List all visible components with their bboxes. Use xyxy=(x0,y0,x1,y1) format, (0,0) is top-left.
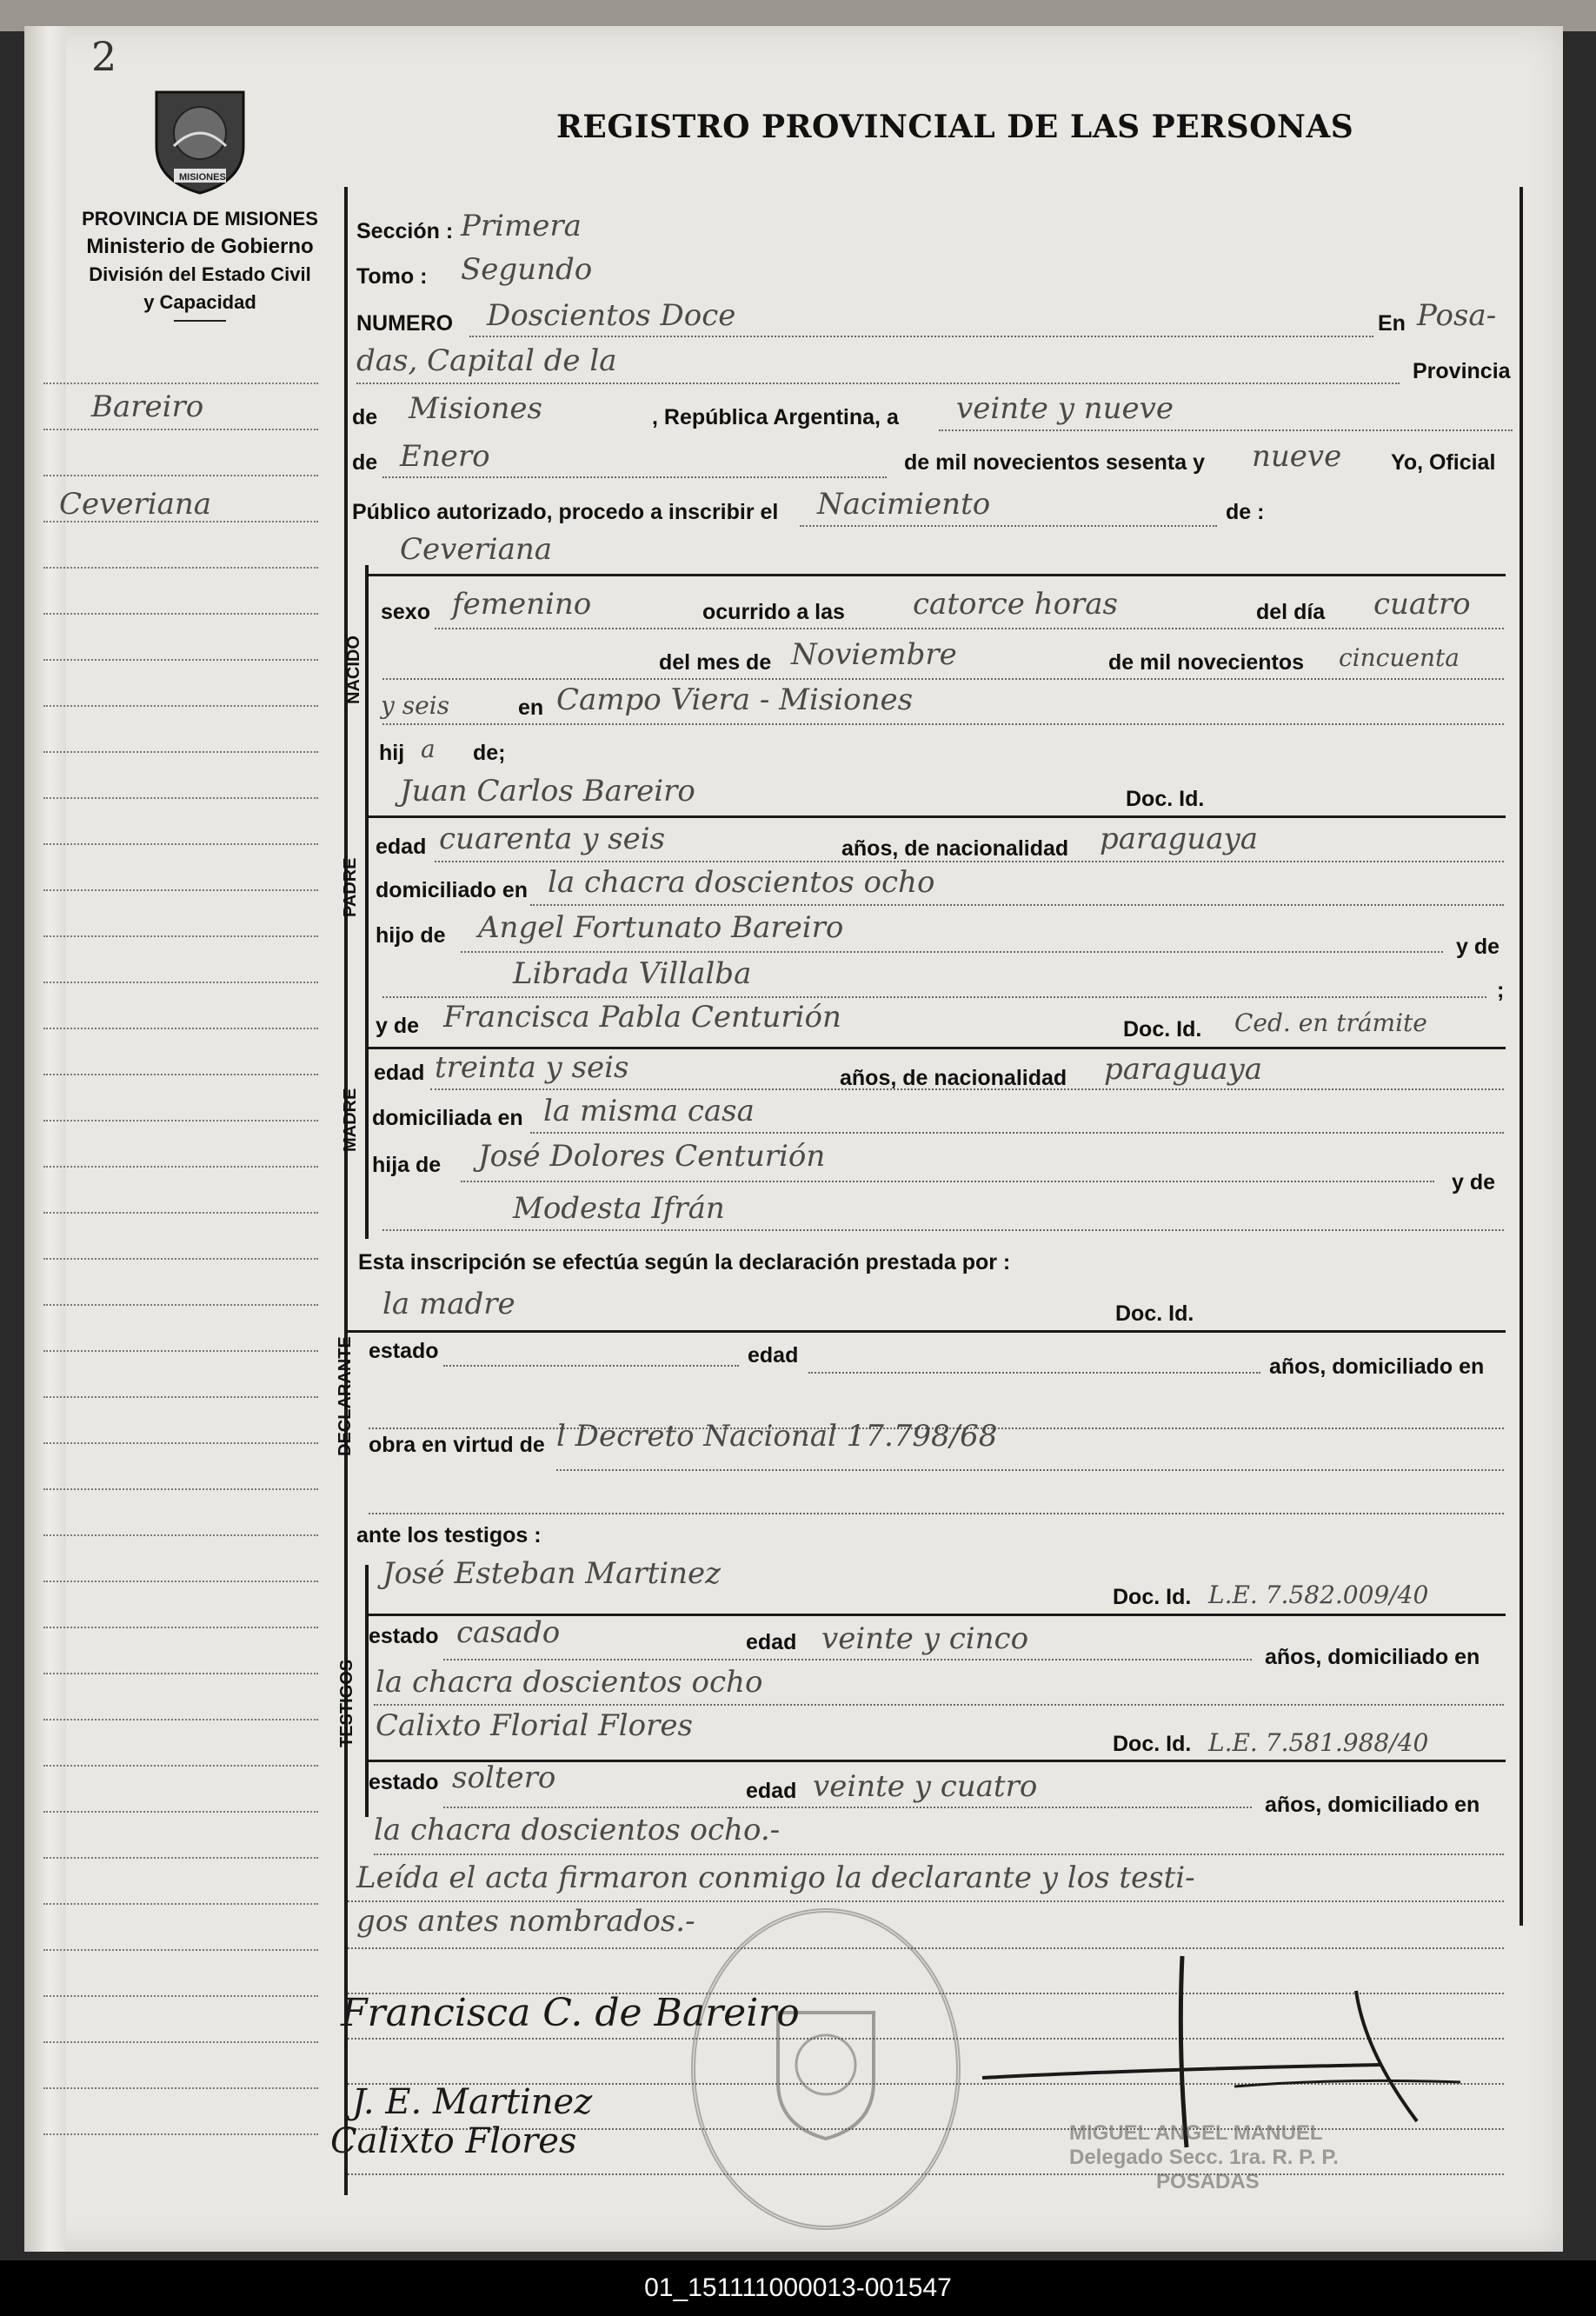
margin-ruled-line xyxy=(43,1028,318,1029)
page-binding xyxy=(24,26,66,2252)
margin-ruled-line xyxy=(43,429,318,430)
fecha-anio-value: nueve xyxy=(1252,439,1342,474)
margin-ruled-line xyxy=(43,1811,318,1813)
en-value-2: das, Capital de la xyxy=(356,343,617,378)
margin-ruled-line xyxy=(43,1857,318,1859)
document-id-footer: 01_151111000013-001547 xyxy=(0,2260,1596,2316)
padre-nacionalidad: paraguaya xyxy=(1100,822,1258,856)
testigo2-doc-label: Doc. Id. xyxy=(1113,1732,1192,1756)
margin-ruled-line xyxy=(43,1627,318,1628)
de-label-2: de xyxy=(352,450,378,475)
testigo1-edad-label: edad xyxy=(746,1630,797,1654)
testigo1-dom-line xyxy=(374,1704,1504,1706)
fecha-mes-line xyxy=(382,476,887,478)
testigo1-anios-label: años, domiciliado en xyxy=(1265,1645,1480,1669)
hij-label: hij xyxy=(379,741,405,765)
tomo-value: Segundo xyxy=(461,252,593,287)
testigo1-nombre: José Esteban Martinez xyxy=(382,1556,722,1591)
official-name-stamp xyxy=(1069,2121,1339,2194)
margin-ruled-line xyxy=(43,1995,318,1997)
testigo2-anios-label: años, domiciliado en xyxy=(1265,1793,1480,1817)
margin-ruled-line xyxy=(43,843,318,845)
padre-padre-de: Angel Fortunato Bareiro xyxy=(478,910,844,945)
mil-novecientos-label: de mil novecientos xyxy=(1108,650,1305,675)
oficial-label: Yo, Oficial xyxy=(1391,450,1496,475)
testigo1-estado: casado xyxy=(456,1615,561,1650)
madre-nac-label: años, de nacionalidad xyxy=(840,1066,1067,1090)
madre-top-rule xyxy=(365,1047,1506,1049)
declarante-intro: Esta inscripción se efectúa según la declaración prestada por : xyxy=(358,1250,1011,1274)
declarante-top-rule xyxy=(348,1330,1506,1333)
nacido-top-rule xyxy=(365,574,1506,576)
fecha-dia-value: veinte y nueve xyxy=(956,391,1174,426)
issuer-line-2: Ministerio de Gobierno xyxy=(86,235,314,258)
madre-section-label: MADRE xyxy=(341,1088,360,1152)
margin-ruled-line xyxy=(43,2087,318,2089)
margin-ruled-line xyxy=(43,982,318,983)
margin-ruled-line xyxy=(43,1396,318,1398)
declarante-anios-label: años, domiciliado en xyxy=(1269,1354,1485,1379)
acto-value: Nacimiento xyxy=(817,487,991,522)
margin-ruled-line xyxy=(43,383,318,384)
margin-ruled-line xyxy=(43,1949,318,1951)
testigo2-edad: veinte y cuatro xyxy=(813,1769,1038,1804)
issuer-line-1: PROVINCIA DE MISIONES xyxy=(82,208,318,230)
padre-section-label: PADRE xyxy=(341,857,360,917)
margin-ruled-line xyxy=(43,1304,318,1306)
padre-dom-line xyxy=(530,904,1504,906)
republica-label: , República Argentina, a xyxy=(652,405,899,429)
margin-ruled-line xyxy=(43,2041,318,2043)
official-stamp-line-2: Delegado Secc. 1ra. R. P. P. xyxy=(1069,2146,1339,2169)
sections-left-border xyxy=(365,565,369,782)
madre-doc-label: Doc. Id. xyxy=(1123,1017,1202,1042)
testigo1-signature: J. E. Martinez xyxy=(352,2082,593,2122)
hora-value: catorce horas xyxy=(913,587,1119,622)
declarante-obra-value: l Decreto Nacional 17.798/68 xyxy=(556,1419,998,1454)
padre-madre-line xyxy=(382,996,1486,998)
margin-ruled-line xyxy=(43,1166,318,1168)
declarante-obra-line xyxy=(556,1469,1504,1471)
publico-label: Público autorizado, procedo a inscribir el xyxy=(352,500,779,524)
provincial-crest-icon xyxy=(148,85,252,196)
padre-y-de-label: y de xyxy=(1456,935,1500,959)
padre-madre-de: Librada Villalba xyxy=(513,956,752,991)
hij-suffix: a xyxy=(421,735,436,763)
margin-ruled-line xyxy=(43,2133,318,2135)
margin-ruled-line xyxy=(43,567,318,569)
margin-ruled-line xyxy=(43,1442,318,1444)
issuer-rule xyxy=(174,320,226,322)
testigo1-domicilio: la chacra doscientos ocho xyxy=(376,1665,763,1700)
madre-y-de-label: y de xyxy=(376,1014,420,1038)
madre-hija-line xyxy=(461,1181,1434,1182)
margin-ruled-line xyxy=(43,705,318,707)
margin-ruled-line xyxy=(43,1074,318,1075)
closing-rule-1 xyxy=(348,1900,1504,1902)
official-stamp-line-1: MIGUEL ANGEL MANUEL xyxy=(1069,2121,1323,2145)
madre-doc-value: Ced. en trámite xyxy=(1234,1008,1427,1037)
margin-ruled-line xyxy=(43,935,318,937)
main-right-border xyxy=(1520,187,1523,1926)
margin-ruled-line xyxy=(43,1534,318,1536)
testigo2-edad-label: edad xyxy=(746,1779,797,1803)
declarante-edad-label: edad xyxy=(748,1343,799,1368)
madre-y-de-label-2: y de xyxy=(1452,1170,1496,1195)
sexo-line xyxy=(435,628,1504,629)
madre-madre-line xyxy=(382,1229,1504,1231)
padre-dom-label: domiciliado en xyxy=(376,878,529,902)
anio-value-1: cincuenta xyxy=(1339,643,1460,672)
page-number: 2 xyxy=(91,33,117,80)
madre-dom-label: domiciliada en xyxy=(372,1106,523,1130)
hij-de-label: de; xyxy=(473,741,506,765)
closing-line-2: gos antes nombrados.- xyxy=(356,1904,695,1939)
madre-domicilio: la misma casa xyxy=(543,1094,755,1128)
numero-line xyxy=(469,336,1373,337)
sexo-label: sexo xyxy=(381,600,430,624)
margin-ruled-line xyxy=(43,1258,318,1260)
en-line-2 xyxy=(356,383,1400,384)
testigo2-nombre: Calixto Florial Flores xyxy=(376,1708,693,1743)
del-mes-label: del mes de xyxy=(659,650,772,675)
declarante-section-label: DECLARANTE xyxy=(336,1336,355,1456)
fecha-dia-line xyxy=(939,429,1513,431)
padre-hijo-line xyxy=(461,951,1443,953)
issuer-line-4: y Capacidad xyxy=(143,291,256,313)
madre-padre-de: José Dolores Centurión xyxy=(478,1139,826,1174)
de-colon-label: de : xyxy=(1226,500,1265,524)
en-value-1: Posa- xyxy=(1417,298,1497,333)
margin-ruled-line xyxy=(43,613,318,615)
mil-label: de mil novecientos sesenta y xyxy=(904,450,1205,475)
dia-value: cuatro xyxy=(1373,587,1471,622)
padre-edad-label: edad xyxy=(376,835,427,859)
padre-edad-line xyxy=(435,861,1504,862)
margin-ruled-line xyxy=(43,475,318,476)
madre-edad-label: edad xyxy=(374,1061,425,1085)
madre-edad-line xyxy=(430,1088,1504,1090)
provincia-value: Misiones xyxy=(409,391,542,426)
testigo2-estado-label: estado xyxy=(369,1770,439,1794)
page-title: REGISTRO PROVINCIAL DE LAS PERSONAS xyxy=(556,109,1354,145)
testigos-section-label: TESTIGOS xyxy=(337,1659,356,1747)
declarante-estado-line xyxy=(443,1365,739,1367)
testigo1-edad: veinte y cinco xyxy=(821,1621,1029,1656)
padre-edad-value: cuarenta y seis xyxy=(439,822,666,856)
crest-label: MISIONES xyxy=(179,172,226,183)
anio-value-2: y seis xyxy=(381,691,449,720)
margin-ruled-line xyxy=(43,1765,318,1767)
declarante-edad-line xyxy=(808,1372,1260,1374)
testigo2-estado: soltero xyxy=(452,1760,556,1795)
nacido-section-label: NACIDO xyxy=(344,636,363,704)
main-left-border xyxy=(344,187,348,2195)
closing-line-1: Leída el acta firmaron conmigo la declarante y los testi- xyxy=(356,1860,1195,1895)
margin-ruled-line xyxy=(43,1673,318,1674)
lugar-value: Campo Viera - Misiones xyxy=(556,682,914,717)
margin-ruled-line xyxy=(43,797,318,799)
seccion-label: Sección : xyxy=(356,219,454,243)
padre-semicolon: ; xyxy=(1497,978,1505,1002)
testigo1-estado-label: estado xyxy=(369,1624,439,1648)
testigo1-edad-line xyxy=(443,1659,1252,1660)
margin-ruled-line xyxy=(43,1212,318,1214)
padre-hijo-label: hijo de xyxy=(376,923,446,948)
mes-value: Noviembre xyxy=(791,637,957,672)
padre-domicilio: la chacra doscientos ocho xyxy=(548,865,935,900)
margin-ruled-line xyxy=(43,889,318,891)
fecha-mes-value: Enero xyxy=(400,439,490,474)
margin-ruled-line xyxy=(43,1120,318,1121)
margin-ruled-line xyxy=(43,659,318,661)
margin-ruled-line xyxy=(43,1488,318,1490)
margin-surname: Bareiro xyxy=(91,389,204,424)
en-label: En xyxy=(1378,311,1406,336)
margin-ruled-line xyxy=(43,751,318,753)
nacido-nombre: Ceveriana xyxy=(400,532,553,567)
testigo2-signature: Calixto Flores xyxy=(330,2121,577,2161)
madre-nacionalidad: paraguaya xyxy=(1104,1052,1262,1087)
margin-given-name: Ceveriana xyxy=(59,487,212,522)
declarante-extra-line xyxy=(369,1513,1504,1514)
madre-edad-value: treinta y seis xyxy=(435,1050,629,1085)
tomo-label: Tomo : xyxy=(356,264,428,289)
acto-line xyxy=(800,525,1217,527)
official-stamp-line-3: POSADAS xyxy=(1156,2170,1260,2193)
declarante-nombre: la madre xyxy=(382,1287,515,1321)
padre-nombre: Juan Carlos Bareiro xyxy=(400,774,695,809)
seccion-value: Primera xyxy=(461,209,582,243)
margin-ruled-line xyxy=(43,1581,318,1582)
numero-value: Doscientos Doce xyxy=(487,298,736,333)
margin-ruled-line xyxy=(43,1719,318,1720)
declarante-signature: Francisca C. de Bareiro xyxy=(341,1991,800,2035)
madre-dom-line xyxy=(530,1132,1504,1134)
issuer-line-3: División del Estado Civil xyxy=(89,263,311,285)
numero-label: NUMERO xyxy=(356,311,454,336)
testigo2-edad-line xyxy=(443,1807,1252,1808)
ocurrido-label: ocurrido a las xyxy=(702,600,845,624)
testigo2-doc: L.E. 7.581.988/40 xyxy=(1208,1728,1429,1757)
issuer-block xyxy=(61,205,339,322)
testigos-intro: ante los testigos : xyxy=(356,1523,542,1547)
provincia-label: Provincia xyxy=(1413,359,1511,383)
declarante-doc-label: Doc. Id. xyxy=(1115,1301,1194,1326)
testigo2-dom-line xyxy=(374,1853,1504,1855)
lugar-en-label: en xyxy=(518,695,544,720)
margin-ruled-line xyxy=(43,1903,318,1905)
padre-nac-label: años, de nacionalidad xyxy=(841,836,1069,861)
testigo1-doc-label: Doc. Id. xyxy=(1113,1585,1192,1609)
testigo1-doc: L.E. 7.582.009/40 xyxy=(1208,1581,1429,1609)
testigo2-domicilio: la chacra doscientos ocho.- xyxy=(374,1813,781,1847)
madre-madre-de: Modesta Ifrán xyxy=(513,1191,725,1226)
del-dia-label: del día xyxy=(1256,600,1326,624)
sexo-value: femenino xyxy=(452,587,592,622)
declarante-obra-label: obra en virtud de xyxy=(369,1433,545,1457)
registry-seal-stamp xyxy=(691,1908,961,2230)
lugar-line xyxy=(382,723,1504,725)
madre-hija-label: hija de xyxy=(372,1153,442,1177)
declarante-estado-label: estado xyxy=(369,1339,439,1363)
de-label-1: de xyxy=(352,405,378,429)
padre-doc-label: Doc. Id. xyxy=(1126,787,1205,811)
margin-ruled-line xyxy=(43,1350,318,1352)
madre-nombre: Francisca Pabla Centurión xyxy=(443,1000,841,1035)
mes-line xyxy=(382,678,1504,680)
padre-top-rule xyxy=(365,815,1506,818)
